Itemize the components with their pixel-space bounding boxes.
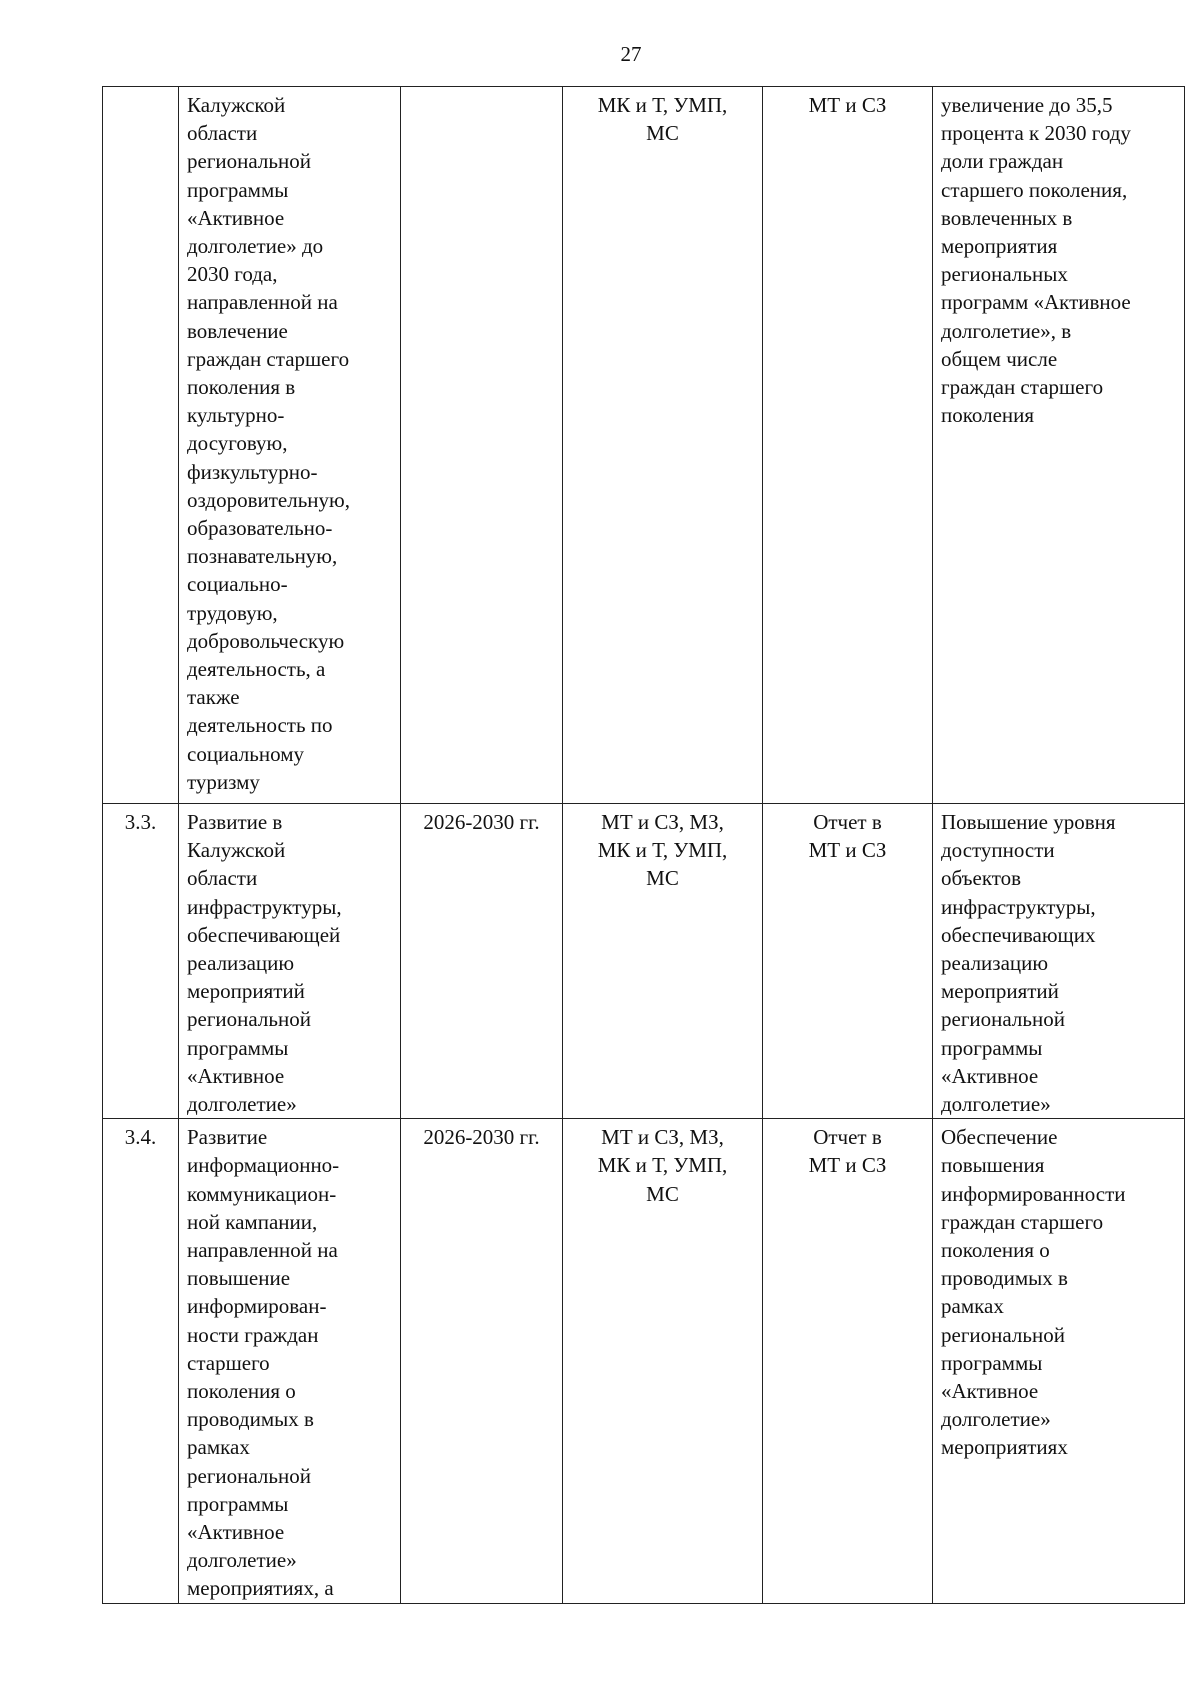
cell-result-line: долголетие» bbox=[941, 1407, 1051, 1432]
cell-description-line: граждан старшего bbox=[187, 346, 350, 371]
cell-description-line: Калужской bbox=[187, 838, 286, 863]
cell-description-line: поколения о bbox=[187, 1379, 296, 1404]
cell-description-line: поколения в bbox=[187, 375, 296, 400]
cell-description-line: ной кампании, bbox=[187, 1209, 318, 1234]
cell-result-line: вовлеченных в bbox=[941, 205, 1073, 230]
cell-report-line: Отчет в bbox=[813, 1125, 882, 1150]
cell-result-line: «Активное bbox=[941, 1063, 1039, 1088]
cell-description-line: долголетие» до bbox=[187, 234, 324, 259]
cell-description-line: региональной bbox=[187, 1463, 311, 1488]
cell-description bbox=[179, 804, 401, 1119]
cell-description-line: повышение bbox=[187, 1266, 291, 1291]
cell-description-line: ности граждан bbox=[187, 1322, 319, 1347]
cell-description-line: направленной на bbox=[187, 1238, 338, 1263]
cell-result-line: доли граждан bbox=[941, 149, 1064, 174]
cell-result-line: доступности bbox=[941, 838, 1055, 863]
cell-description-line: также bbox=[187, 685, 240, 710]
cell-result-line: «Активное bbox=[941, 1379, 1039, 1404]
cell-description-line: деятельность по bbox=[187, 713, 333, 738]
cell-executors bbox=[563, 804, 763, 1119]
cell-description-line: социальному bbox=[187, 741, 304, 766]
cell-description-line: коммуникацион- bbox=[187, 1181, 337, 1206]
cell-description-line: проводимых в bbox=[187, 1407, 314, 1432]
cell-number: 3.4. bbox=[103, 1119, 179, 1603]
cell-description-line: физкультурно- bbox=[187, 459, 318, 484]
cell-description-line: образовательно- bbox=[187, 516, 333, 541]
cell-description-line: информирован- bbox=[187, 1294, 327, 1319]
cell-result-line: программы bbox=[941, 1350, 1043, 1375]
table-row bbox=[103, 1119, 1185, 1603]
cell-number bbox=[103, 87, 179, 804]
cell-result-line: региональной bbox=[941, 1322, 1065, 1347]
cell-description-line: культурно- bbox=[187, 403, 285, 428]
cell-result-line: проводимых в bbox=[941, 1266, 1068, 1291]
cell-result-line: мероприятий bbox=[941, 979, 1059, 1004]
cell-description-line: области bbox=[187, 866, 258, 891]
cell-description-line: региональной bbox=[187, 1007, 311, 1032]
cell-result-line: инфраструктуры, bbox=[941, 894, 1096, 919]
cell-executors bbox=[563, 87, 763, 804]
cell-description-line: социально- bbox=[187, 572, 288, 597]
cell-description-line: Калужской bbox=[187, 93, 286, 117]
cell-executors-line: МК и Т, УМП, bbox=[597, 838, 728, 863]
cell-report-line: МТ и СЗ bbox=[808, 838, 887, 863]
cell-result-line: региональных bbox=[941, 262, 1068, 287]
cell-description-line: «Активное bbox=[187, 1063, 285, 1088]
cell-result-line: повышения bbox=[941, 1153, 1045, 1178]
cell-result-line: объектов bbox=[941, 866, 1022, 891]
cell-result-line: общем числе bbox=[941, 346, 1058, 371]
cell-report bbox=[763, 87, 933, 804]
cell-period bbox=[401, 87, 563, 804]
table-row bbox=[103, 804, 1185, 1119]
cell-result-line: Повышение уровня bbox=[941, 810, 1116, 834]
cell-result bbox=[933, 87, 1185, 804]
cell-description-line: деятельность, а bbox=[187, 657, 326, 682]
cell-result-line: увеличение до 35,5 bbox=[941, 93, 1113, 117]
cell-result-line: Обеспечение bbox=[941, 1125, 1058, 1150]
cell-description-line: Развитие bbox=[187, 1125, 268, 1150]
cell-description-line: добровольческую bbox=[187, 628, 345, 653]
cell-result-line: обеспечивающих bbox=[941, 922, 1096, 947]
measures-table bbox=[102, 86, 1185, 1604]
cell-report-line: Отчет в bbox=[813, 810, 882, 834]
cell-result bbox=[933, 1119, 1185, 1603]
cell-result-line: долголетие» bbox=[941, 1092, 1051, 1117]
cell-description-line: оздоровительную, bbox=[187, 487, 350, 512]
page-number: 27 bbox=[620, 42, 642, 66]
cell-description-line: инфраструктуры, bbox=[187, 894, 342, 919]
cell-description-line: программы bbox=[187, 177, 289, 202]
cell-result-line: программы bbox=[941, 1035, 1043, 1060]
cell-description-line: познавательную, bbox=[187, 544, 338, 569]
cell-description-line: области bbox=[187, 121, 258, 146]
cell-executors-line: МТ и СЗ, МЗ, bbox=[601, 1125, 724, 1150]
cell-executors-line: МК и Т, УМП, bbox=[597, 1153, 728, 1178]
cell-number: 3.3. bbox=[103, 804, 179, 1119]
cell-report-line: МТ и СЗ bbox=[808, 1153, 887, 1178]
cell-description-line: обеспечивающей bbox=[187, 922, 341, 947]
cell-description bbox=[179, 87, 401, 804]
cell-result-line: долголетие», в bbox=[941, 318, 1072, 343]
cell-period: 2026-2030 гг. bbox=[401, 1119, 563, 1603]
cell-result-line: граждан старшего bbox=[941, 375, 1104, 400]
cell-executors-line: МС bbox=[646, 1181, 679, 1206]
cell-executors-line: МТ и СЗ, МЗ, bbox=[601, 810, 724, 834]
cell-result-line: рамках bbox=[941, 1294, 1004, 1319]
cell-description-line: программы bbox=[187, 1035, 289, 1060]
cell-description-line: информационно- bbox=[187, 1153, 340, 1178]
table-row bbox=[103, 87, 1185, 804]
cell-result-line: граждан старшего bbox=[941, 1209, 1104, 1234]
cell-result-line: поколения bbox=[941, 403, 1035, 428]
cell-result-line: реализацию bbox=[941, 951, 1049, 976]
cell-description bbox=[179, 1119, 401, 1603]
cell-description-line: реализацию bbox=[187, 951, 295, 976]
cell-executors-line: МС bbox=[646, 866, 679, 891]
cell-description-line: «Активное bbox=[187, 1520, 285, 1545]
cell-result-line: региональной bbox=[941, 1007, 1065, 1032]
cell-description-line: направленной на bbox=[187, 290, 338, 315]
cell-description-line: рамках bbox=[187, 1435, 250, 1460]
cell-description-line: трудовую, bbox=[187, 600, 278, 625]
cell-result-line: поколения о bbox=[941, 1238, 1050, 1263]
cell-description-line: Развитие в bbox=[187, 810, 283, 834]
cell-executors-line: МС bbox=[646, 121, 679, 146]
cell-report-line: МТ и СЗ bbox=[808, 93, 887, 117]
cell-description-line: долголетие» bbox=[187, 1092, 297, 1117]
cell-description-line: региональной bbox=[187, 149, 311, 174]
cell-description-line: программы bbox=[187, 1491, 289, 1516]
cell-description-line: мероприятиях, а bbox=[187, 1576, 334, 1601]
cell-description-line: «Активное bbox=[187, 205, 285, 230]
cell-result-line: информированности bbox=[941, 1181, 1126, 1206]
cell-executors-line: МК и Т, УМП, bbox=[597, 93, 728, 117]
cell-result-line: процента к 2030 году bbox=[941, 121, 1131, 146]
cell-description-line: 2030 года, bbox=[187, 262, 278, 287]
cell-description-line: старшего bbox=[187, 1350, 270, 1375]
cell-report bbox=[763, 1119, 933, 1603]
cell-executors bbox=[563, 1119, 763, 1603]
cell-description-line: мероприятий bbox=[187, 979, 305, 1004]
cell-result bbox=[933, 804, 1185, 1119]
cell-result-line: старшего поколения, bbox=[941, 177, 1128, 202]
cell-description-line: вовлечение bbox=[187, 318, 288, 343]
cell-result-line: программ «Активное bbox=[941, 290, 1131, 315]
cell-result-line: мероприятия bbox=[941, 234, 1058, 259]
cell-result-line: мероприятиях bbox=[941, 1435, 1068, 1460]
cell-period: 2026-2030 гг. bbox=[401, 804, 563, 1119]
cell-report bbox=[763, 804, 933, 1119]
cell-description-line: долголетие» bbox=[187, 1548, 297, 1573]
cell-description-line: туризму bbox=[187, 769, 260, 794]
cell-description-line: досуговую, bbox=[187, 431, 288, 456]
